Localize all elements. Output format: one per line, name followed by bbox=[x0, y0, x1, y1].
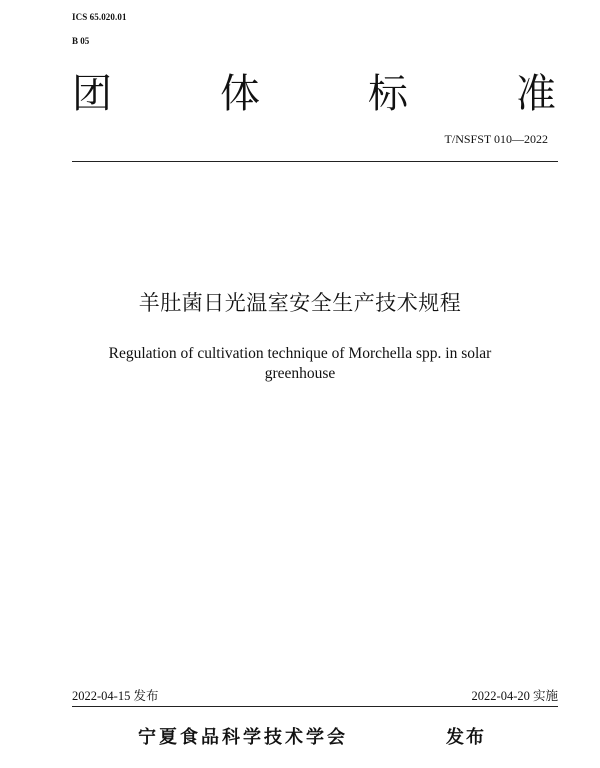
category-char-3: 标 bbox=[368, 71, 408, 117]
issue-date: 2022-04-15 发布 bbox=[72, 689, 159, 703]
header-divider bbox=[72, 161, 558, 162]
chinese-title: 羊肚菌日光温室安全生产技术规程 bbox=[138, 291, 462, 315]
standard-category-title bbox=[72, 66, 558, 122]
category-char-4: 准 bbox=[516, 71, 556, 117]
implementation-date: 2022-04-20 实施 bbox=[471, 689, 558, 703]
category-char-2: 体 bbox=[220, 71, 260, 117]
ccs-code: B 05 bbox=[72, 36, 90, 46]
footer-divider bbox=[72, 706, 558, 707]
standard-number: T/NSFST 010—2022 bbox=[444, 132, 548, 146]
publisher-name: 宁夏食品科学技术学会 bbox=[138, 727, 348, 748]
ics-code: ICS 65.020.01 bbox=[72, 12, 127, 22]
publisher-line bbox=[0, 725, 600, 755]
publish-label: 发布 bbox=[446, 727, 486, 748]
english-title: Regulation of cultivation technique of Morchella spp. in solar greenhouse bbox=[108, 345, 492, 382]
category-char-1: 团 bbox=[72, 71, 112, 117]
